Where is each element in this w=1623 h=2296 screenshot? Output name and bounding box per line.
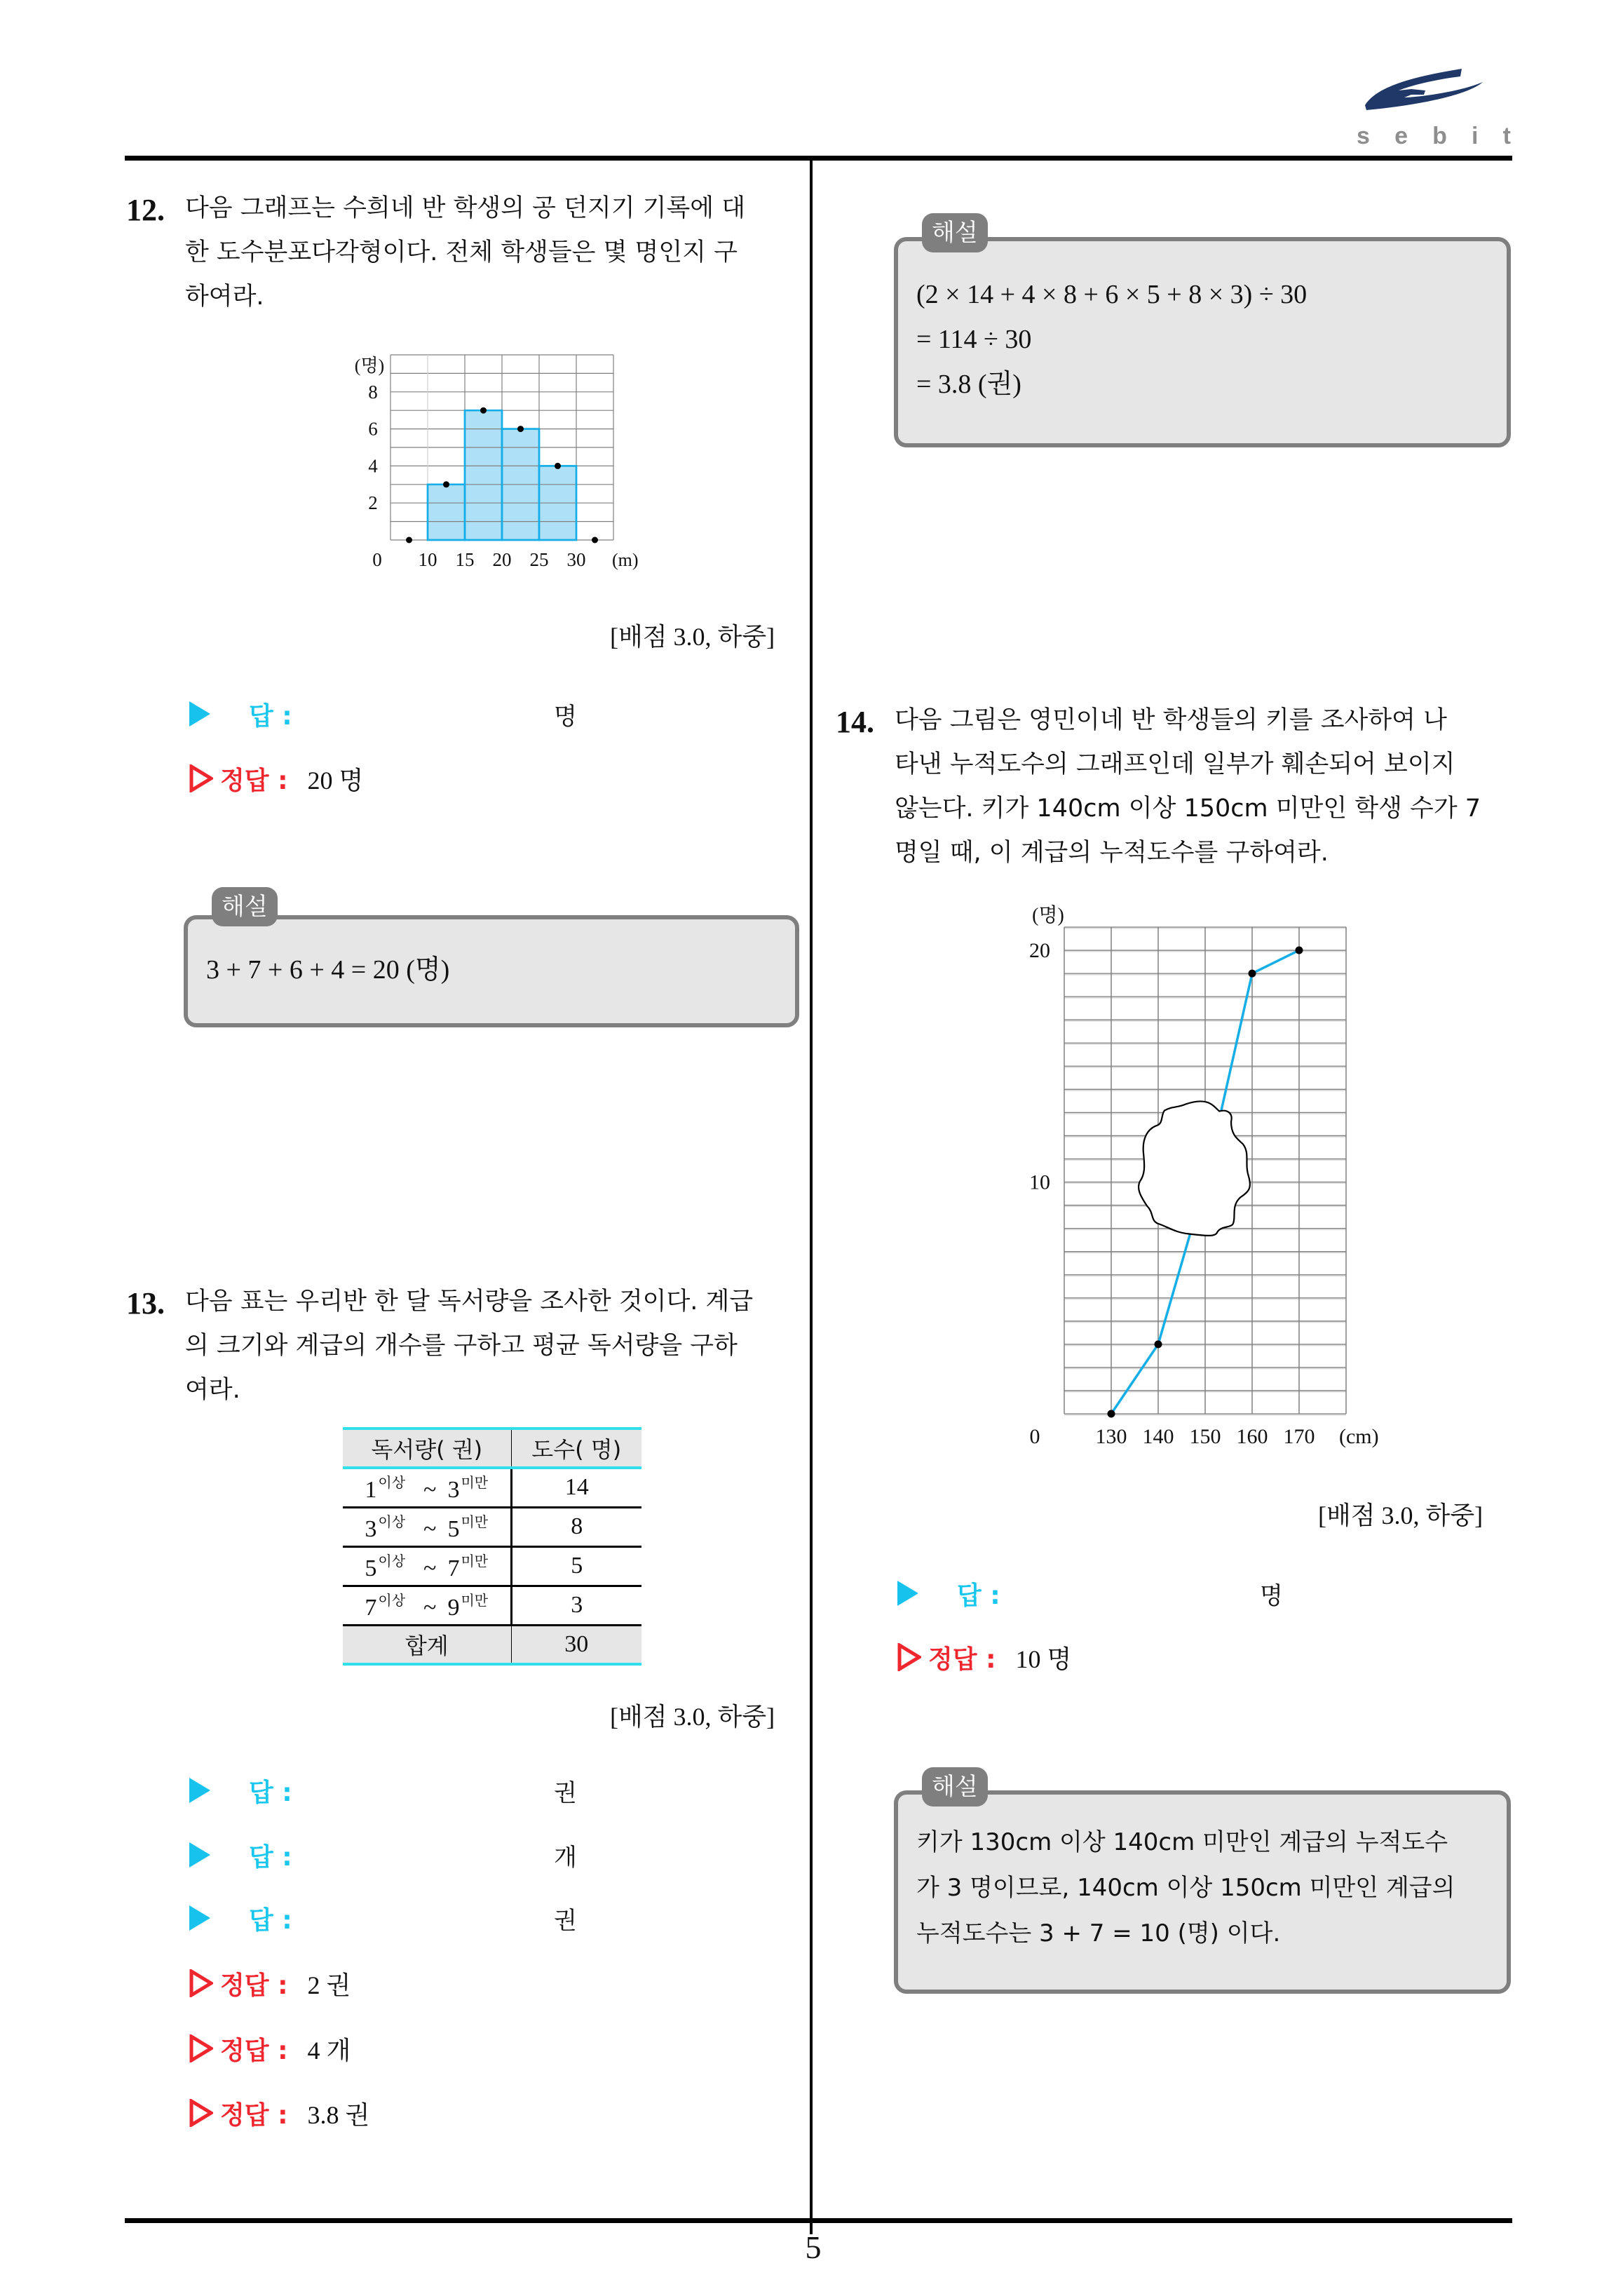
answer-arrow-icon [189,1842,210,1868]
correct-answer-row [189,1966,351,2001]
x-tick-label: 20 [492,549,512,570]
brand-letter: b [1432,123,1447,149]
brand-letter: s [1357,123,1370,149]
frequency-cell: 8 [511,1507,641,1546]
question-line: 다음 그림은 영민이네 반 학생들의 키를 조사하여 나 [895,706,1447,734]
question-line: 다음 표는 우리반 한 달 독서량을 조사한 것이다. 계급 [185,1288,754,1316]
tilde: ~ [423,1516,437,1542]
interval-from: 3 [365,1516,377,1542]
answer-input[interactable] [351,1898,540,1933]
y-axis-label: (명) [354,356,385,376]
column-header: 독서량( 권) [343,1429,511,1468]
correct-label: 정답 : [220,766,288,795]
histogram-bar [428,485,465,540]
correct-answer-row [897,1640,1071,1675]
histogram-bar [465,410,502,540]
answer-label: 답 : [249,1905,292,1935]
interval-from: 5 [365,1555,377,1581]
correct-arrow-icon [189,1969,213,1997]
explanation-line: 가 3 명이므로, 140cm 이상 150cm 미만인 계급의 [916,1874,1455,1902]
answer-arrow-icon [897,1581,918,1606]
answer-row [189,696,292,731]
polygon-point [517,426,524,432]
question-number: 13. [126,1286,165,1321]
correct-value: 20 명 [307,766,364,795]
suffix-lower: 이상 [378,1553,406,1569]
explanation-tag: 해설 [212,887,278,926]
correct-answer-row [189,761,363,796]
x-tick-label: 160 [1236,1425,1268,1448]
ogive-point [1155,1340,1162,1348]
x-tick-label: 25 [529,549,549,570]
question-text [185,187,809,319]
suffix-lower: 이상 [378,1513,406,1530]
interval-to: 5 [447,1516,460,1542]
question-line: 명일 때, 이 계급의 누적도수를 구하여라. [895,839,1329,867]
suffix-lower: 이상 [378,1474,406,1492]
suffix-upper: 미만 [461,1553,489,1569]
interval-from: 1 [365,1477,377,1504]
interval-to: 9 [447,1595,460,1621]
answer-input[interactable] [1059,1574,1248,1609]
answer-arrow-icon [189,1778,210,1803]
y-tick-label: 20 [1029,939,1050,963]
table-row [343,1507,641,1546]
polygon-point [480,407,487,414]
class-interval [343,1546,511,1586]
correct-answer-row [189,2031,351,2066]
polygon-point [406,537,412,543]
y-tick-label: 6 [368,418,378,440]
answer-row [189,1773,292,1808]
question-line: 하여라. [185,283,264,311]
question-line: 다음 그래프는 수희네 반 학생의 공 던지기 기록에 대 [185,194,746,222]
correct-arrow-icon [189,2099,213,2127]
x-tick-label: 170 [1283,1425,1315,1448]
y-tick-label: 4 [368,455,378,477]
explanation-tag: 해설 [922,1767,988,1807]
y-tick-label: 8 [368,381,378,403]
explanation-line: (2 × 14 + 4 × 8 + 6 × 5 + 8 × 3) ÷ 30 [916,280,1308,309]
explanation-line: 누적도수는 3 + 7 = 10 (명) 이다. [916,1919,1281,1947]
explanation-box [894,237,1511,447]
ogive-point [1249,970,1256,978]
tilde: ~ [423,1477,437,1504]
question-number: 12. [126,193,165,227]
class-interval [343,1468,511,1507]
y-tick-label: 10 [1029,1170,1050,1194]
brand-letter: i [1472,123,1479,149]
explanation-text: 3 + 7 + 6 + 4 = 20 (명) [206,955,450,985]
correct-value: 4 개 [307,2036,351,2065]
question-text [185,1280,809,1412]
answer-label: 답 : [957,1581,1000,1610]
interval-to: 3 [447,1477,460,1504]
suffix-lower: 이상 [378,1592,406,1609]
correct-label: 정답 : [928,1645,996,1674]
brand-wordmark [1357,123,1511,150]
suffix-upper: 미만 [461,1474,489,1492]
question-number: 14. [836,705,874,739]
answer-input[interactable] [351,1835,540,1870]
suffix-upper: 미만 [461,1513,489,1530]
points-label: [배점 3.0, 하중] [610,623,775,651]
damaged-region [1139,1101,1250,1236]
explanation-line: 키가 130cm 이상 140cm 미만인 계급의 누적도수 [916,1828,1448,1856]
correct-arrow-icon [189,764,213,792]
sebit-swoosh-icon [1357,67,1511,123]
points-label: [배점 3.0, 하중] [610,1703,775,1731]
class-interval [343,1586,511,1625]
x-axis-label: (cm) [1339,1425,1379,1448]
explanation-tag: 해설 [922,213,988,252]
histogram-chart [337,344,645,582]
frequency-cell: 3 [571,1592,583,1618]
explanation-text [916,1820,1455,1957]
table-total-row [343,1625,641,1664]
tilde: ~ [423,1595,437,1621]
ogive-point [1108,1410,1115,1418]
x-tick-label: 15 [455,549,475,570]
explanation-box [894,1790,1511,1994]
table-row [343,1586,641,1625]
explanation-box [184,915,799,1027]
frequency-table [343,1427,641,1666]
question-line: 한 도수분포다각형이다. 전체 학생들은 몇 명인지 구 [185,238,738,266]
question-line: 의 크기와 계급의 개수를 구하고 평균 독서량을 구하 [185,1332,738,1360]
polygon-point [592,537,598,543]
explanation-line: = 114 ÷ 30 [916,325,1032,354]
ogive-point [1296,947,1303,954]
y-tick-label: 2 [368,492,378,514]
answer-arrow-icon [189,1905,210,1931]
suffix-upper: 미만 [461,1592,489,1609]
answer-unit: 개 [554,1844,577,1872]
table-header-row [343,1429,641,1468]
correct-value: 2 권 [307,1971,351,1999]
header-rule [125,156,1512,161]
answer-arrow-icon [189,701,210,727]
x-tick-label: 30 [566,549,586,570]
correct-label: 정답 : [220,1971,288,2000]
answer-input[interactable] [351,1771,540,1806]
column-header: 도수( 명) [531,1436,622,1463]
x-tick-label: 0 [372,549,382,570]
correct-arrow-icon [897,1643,921,1671]
polygon-point [443,481,449,487]
correct-value: 3.8 권 [307,2100,370,2129]
correct-answer-row [189,2095,369,2130]
answer-row [897,1576,1000,1611]
brand-letter: t [1502,123,1511,149]
answer-label: 답 : [249,701,292,731]
correct-arrow-icon [189,2034,213,2062]
explanation-text [916,272,1307,407]
interval-from: 7 [365,1595,377,1621]
tilde: ~ [423,1555,437,1581]
page-number: 5 [805,2229,822,2265]
interval-to: 7 [447,1555,460,1581]
question-line: 여라. [185,1376,240,1404]
question-text [895,698,1519,875]
points-label: [배점 3.0, 하중] [1318,1501,1483,1529]
x-tick-label: 0 [1029,1425,1040,1448]
polygon-point [555,463,561,469]
x-tick-label: 130 [1095,1425,1127,1448]
brand-letter: e [1394,123,1408,149]
explanation-line: = 3.8 (권) [916,370,1021,399]
x-tick-label: 150 [1189,1425,1221,1448]
answer-input[interactable] [351,694,540,729]
correct-label: 정답 : [220,2036,288,2065]
question-line: 타낸 누적도수의 그래프인데 일부가 훼손되어 보이지 [895,750,1455,778]
frequency-cell: 5 [511,1546,641,1586]
table-row [343,1546,641,1586]
answer-label: 답 : [249,1842,292,1872]
sebit-logo [1357,67,1511,154]
answer-label: 답 : [249,1778,292,1807]
question-line: 않는다. 키가 140cm 이상 150cm 미만인 학생 수가 7 [895,795,1481,823]
correct-label: 정답 : [220,2100,288,2130]
x-tick-label: 140 [1142,1425,1174,1448]
answer-row [189,1837,292,1872]
ogive-chart [1010,905,1402,1459]
y-axis-label: (명) [1032,905,1064,926]
correct-value: 10 명 [1015,1645,1072,1673]
class-interval [343,1507,511,1546]
answer-unit: 권 [554,1907,577,1935]
column-divider [810,158,813,2234]
frequency-cell: 14 [511,1468,641,1507]
table-row [343,1468,641,1507]
answer-unit: 명 [1260,1582,1283,1610]
answer-unit: 권 [554,1779,577,1807]
answer-unit: 명 [554,703,577,731]
answer-row [189,1900,292,1936]
x-axis-label: (m) [612,550,639,570]
x-tick-label: 10 [418,549,437,570]
footer-rule [125,2218,1512,2223]
total-value: 30 [564,1630,589,1657]
total-label: 합계 [343,1625,511,1664]
